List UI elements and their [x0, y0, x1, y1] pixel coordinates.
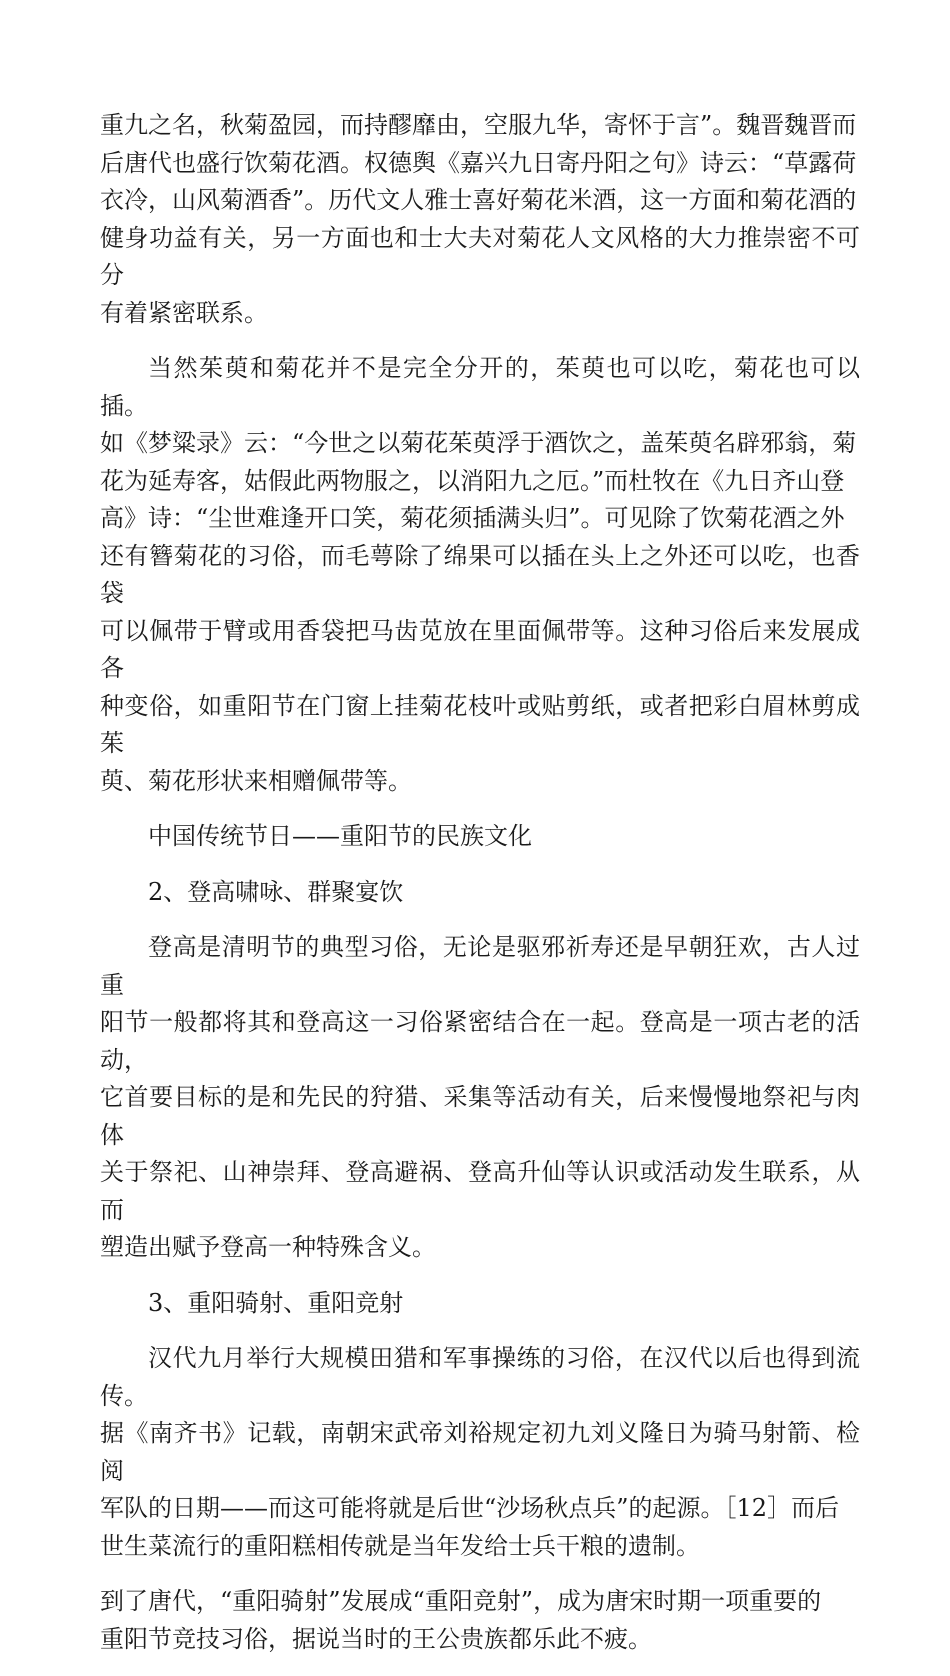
paragraph-tang-dynasty	[100, 1583, 860, 1658]
text-line: 重阳节竞技习俗，据说当时的王公贵族都乐此不疲。	[100, 1624, 652, 1653]
text-line: 军队的日期——而这可能将就是后世“沙场秋点兵”的起源。［12］而后	[100, 1494, 840, 1522]
text-line: 衣冷，山风菊酒香”。历代文人雅士喜好菊花米酒，这一方面和菊花酒的	[100, 186, 857, 214]
text-line: 2、登高啸咏、群聚宴饮	[148, 877, 404, 906]
text-line: 它首要目标的是和先民的狩猎、采集等活动有关，后来慢慢地祭祀与肉体	[100, 1083, 860, 1149]
section-heading-archery	[100, 1285, 860, 1323]
text-line: 汉代九月举行大规模田猎和军事操练的习俗，在汉代以后也得到流传。	[100, 1344, 860, 1410]
text-line: 高》诗：“尘世难逢开口笑，菊花须插满头归”。可见除了饮菊花酒之外	[100, 504, 845, 532]
text-line: 中国传统节日——重阳节的民族文化	[148, 822, 532, 850]
text-line: 还有簪菊花的习俗，而毛萼除了绵果可以插在头上之外还可以吃，也香袋	[100, 541, 860, 607]
text-line: 关于祭祀、山神崇拜、登高避祸、登高升仙等认识或活动发生联系，从而	[100, 1158, 860, 1224]
text-line: 花为延寿客，姑假此两物服之，以消阳九之厄。”而杜牧在《九日齐山登	[100, 466, 845, 495]
paragraph-zhuyu-and-chrysanthemum	[100, 350, 860, 800]
text-line: 登高是清明节的典型习俗，无论是驱邪祈寿还是早朝狂欢，古人过重	[100, 933, 860, 999]
text-line: 健身功益有关，另一方面也和士大夫对菊花人文风格的大力推崇密不可分	[100, 223, 860, 289]
text-line: 当然茱萸和菊花并不是完全分开的，茱萸也可以吃，菊花也可以插。	[100, 354, 860, 420]
text-line: 萸、菊花形状来相赠佩带等。	[100, 766, 412, 795]
text-line: 种变俗，如重阳节在门窗上挂菊花枝叶或贴剪纸，或者把彩白眉林剪成茱	[100, 691, 860, 757]
text-line: 据《南齐书》记载，南朝宋武帝刘裕规定初九刘义隆日为骑马射箭、检阅	[100, 1419, 860, 1485]
text-line: 塑造出赋予登高一种特殊含义。	[100, 1233, 436, 1261]
text-line: 世生菜流行的重阳糕相传就是当年发给士兵干粮的遗制。	[100, 1531, 700, 1560]
text-line: 阳节一般都将其和登高这一习俗紧密结合在一起。登高是一项古老的活动，	[100, 1008, 860, 1074]
section-title	[100, 818, 860, 856]
text-line: 有着紧密联系。	[100, 298, 268, 327]
paragraph-archery	[100, 1340, 860, 1565]
paragraph-climbing	[100, 929, 860, 1267]
document-page	[100, 107, 860, 1676]
section-heading-climbing	[100, 874, 860, 912]
text-line: 3、重阳骑射、重阳竞射	[148, 1288, 404, 1317]
text-line: 重九之名，秋菊盈园，而持醪靡由，空服九华，寄怀于言”。魏晋魏晋而	[100, 111, 857, 139]
text-line: 可以佩带于臂或用香袋把马齿苋放在里面佩带等。这种习俗后来发展成各	[100, 616, 860, 682]
paragraph-chrysanthemum-wine	[100, 107, 860, 332]
text-line: 后唐代也盛行饮菊花酒。权德舆《嘉兴九日寄丹阳之句》诗云：“草露荷	[100, 148, 857, 177]
text-line: 如《梦粱录》云：“今世之以菊花茱萸浮于酒饮之，盖茱萸名辟邪翁，菊	[100, 429, 857, 457]
text-line: 到了唐代，“重阳骑射”发展成“重阳竞射”，成为唐宋时期一项重要的	[100, 1587, 822, 1615]
